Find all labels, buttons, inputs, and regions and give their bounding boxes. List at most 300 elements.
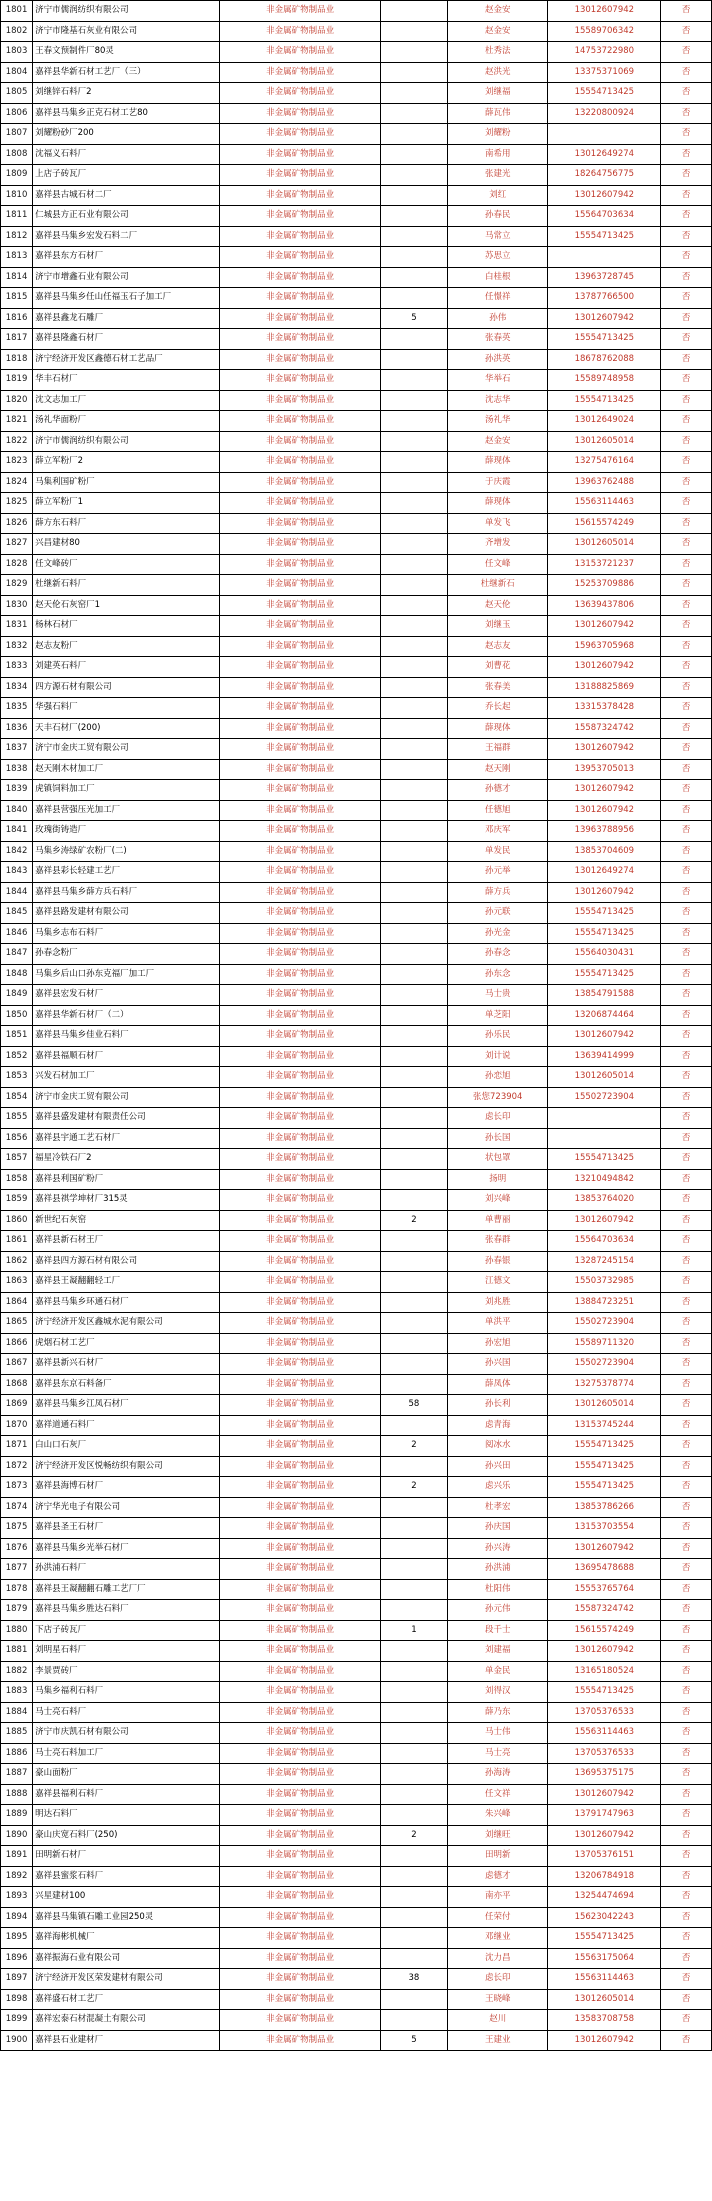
company-name[interactable]: 天丰石材厂(200) xyxy=(33,718,220,739)
status-flag[interactable]: 否 xyxy=(661,554,712,575)
contact-phone[interactable]: 13012607942 xyxy=(548,780,661,801)
industry-category[interactable]: 非金属矿物制品业 xyxy=(220,1456,380,1477)
company-name[interactable]: 济宁市隆基石灰业有限公司 xyxy=(33,21,220,42)
table-row[interactable] xyxy=(1,103,712,124)
contact-person[interactable]: 沈力昌 xyxy=(448,1948,548,1969)
industry-category[interactable]: 非金属矿物制品业 xyxy=(220,1661,380,1682)
status-flag[interactable]: 否 xyxy=(661,1948,712,1969)
contact-phone[interactable]: 13275378774 xyxy=(548,1374,661,1395)
contact-phone[interactable]: 13012607942 xyxy=(548,1784,661,1805)
industry-category[interactable]: 非金属矿物制品业 xyxy=(220,1989,380,2010)
company-name[interactable]: 嘉祥县王凝翻翻轻工厂 xyxy=(33,1272,220,1293)
contact-person[interactable]: 张建光 xyxy=(448,165,548,186)
row-index[interactable]: 1805 xyxy=(1,83,33,104)
contact-person[interactable]: 任德旭 xyxy=(448,800,548,821)
company-name[interactable]: 嘉祥县福顺石材厂 xyxy=(33,1046,220,1067)
table-row[interactable] xyxy=(1,1251,712,1272)
row-index[interactable]: 1857 xyxy=(1,1149,33,1170)
status-flag[interactable]: 否 xyxy=(661,144,712,165)
status-flag[interactable]: 否 xyxy=(661,1251,712,1272)
table-row[interactable] xyxy=(1,1046,712,1067)
contact-person[interactable]: 扬明 xyxy=(448,1169,548,1190)
company-name[interactable]: 嘉祥县新石材王厂 xyxy=(33,1231,220,1252)
table-row[interactable] xyxy=(1,1395,712,1416)
company-name[interactable]: 杜继新石料厂 xyxy=(33,575,220,596)
count-value[interactable]: 2 xyxy=(380,1210,447,1231)
row-index[interactable]: 1830 xyxy=(1,595,33,616)
company-name[interactable]: 嘉祥县马集乡宏发石料二厂 xyxy=(33,226,220,247)
contact-phone[interactable]: 13854791588 xyxy=(548,985,661,1006)
status-flag[interactable]: 否 xyxy=(661,431,712,452)
row-index[interactable]: 1833 xyxy=(1,657,33,678)
contact-phone[interactable]: 13705376151 xyxy=(548,1846,661,1867)
industry-category[interactable]: 非金属矿物制品业 xyxy=(220,657,380,678)
contact-person[interactable]: 赵金安 xyxy=(448,431,548,452)
company-name[interactable]: 嘉祥县宏发石材厂 xyxy=(33,985,220,1006)
count-value[interactable] xyxy=(380,657,447,678)
table-row[interactable] xyxy=(1,1026,712,1047)
status-flag[interactable]: 否 xyxy=(661,1928,712,1949)
table-row[interactable] xyxy=(1,862,712,883)
status-flag[interactable]: 否 xyxy=(661,923,712,944)
industry-category[interactable]: 非金属矿物制品业 xyxy=(220,800,380,821)
industry-category[interactable]: 非金属矿物制品业 xyxy=(220,144,380,165)
contact-phone[interactable]: 15554713425 xyxy=(548,83,661,104)
company-name[interactable]: 嘉祥县宇通工艺石材厂 xyxy=(33,1128,220,1149)
count-value[interactable] xyxy=(380,329,447,350)
contact-phone[interactable]: 15589706342 xyxy=(548,21,661,42)
status-flag[interactable]: 否 xyxy=(661,513,712,534)
contact-phone[interactable]: 14753722980 xyxy=(548,42,661,63)
count-value[interactable] xyxy=(380,124,447,145)
count-value[interactable] xyxy=(380,595,447,616)
table-row[interactable] xyxy=(1,677,712,698)
table-row[interactable] xyxy=(1,226,712,247)
table-row[interactable] xyxy=(1,1108,712,1129)
industry-category[interactable]: 非金属矿物制品业 xyxy=(220,1641,380,1662)
contact-phone[interactable]: 15554713425 xyxy=(548,964,661,985)
industry-category[interactable]: 非金属矿物制品业 xyxy=(220,1210,380,1231)
count-value[interactable] xyxy=(380,144,447,165)
table-row[interactable] xyxy=(1,1846,712,1867)
count-value[interactable] xyxy=(380,349,447,370)
contact-person[interactable]: 张春美 xyxy=(448,677,548,698)
contact-person[interactable]: 赵金安 xyxy=(448,21,548,42)
contact-phone[interactable]: 13853704609 xyxy=(548,841,661,862)
contact-person[interactable]: 孙春念 xyxy=(448,944,548,965)
table-row[interactable] xyxy=(1,923,712,944)
status-flag[interactable]: 否 xyxy=(661,882,712,903)
status-flag[interactable]: 否 xyxy=(661,1477,712,1498)
industry-category[interactable]: 非金属矿物制品业 xyxy=(220,226,380,247)
contact-phone[interactable]: 15554713425 xyxy=(548,1477,661,1498)
industry-category[interactable]: 非金属矿物制品业 xyxy=(220,1067,380,1088)
company-name[interactable]: 田明新石材厂 xyxy=(33,1846,220,1867)
count-value[interactable] xyxy=(380,1497,447,1518)
contact-person[interactable]: 张春群 xyxy=(448,1231,548,1252)
company-name[interactable]: 新世纪石灰窑 xyxy=(33,1210,220,1231)
status-flag[interactable]: 否 xyxy=(661,288,712,309)
count-value[interactable] xyxy=(380,2010,447,2031)
count-value[interactable] xyxy=(380,165,447,186)
contact-person[interactable]: 沈志华 xyxy=(448,390,548,411)
row-index[interactable]: 1842 xyxy=(1,841,33,862)
count-value[interactable] xyxy=(380,1354,447,1375)
count-value[interactable] xyxy=(380,1579,447,1600)
industry-category[interactable]: 非金属矿物制品业 xyxy=(220,431,380,452)
row-index[interactable]: 1890 xyxy=(1,1825,33,1846)
count-value[interactable] xyxy=(380,185,447,206)
contact-phone[interactable]: 15554713425 xyxy=(548,1456,661,1477)
industry-category[interactable]: 非金属矿物制品业 xyxy=(220,1538,380,1559)
count-value[interactable] xyxy=(380,206,447,227)
contact-phone[interactable]: 13853786266 xyxy=(548,1497,661,1518)
company-name[interactable]: 嘉祥县圣王石材厂 xyxy=(33,1518,220,1539)
contact-phone[interactable]: 13705376533 xyxy=(548,1743,661,1764)
contact-phone[interactable]: 18264756775 xyxy=(548,165,661,186)
industry-category[interactable]: 非金属矿物制品业 xyxy=(220,1497,380,1518)
company-name[interactable]: 明达石料厂 xyxy=(33,1805,220,1826)
status-flag[interactable]: 否 xyxy=(661,636,712,657)
count-value[interactable] xyxy=(380,1784,447,1805)
company-name[interactable]: 嘉祥县隆鑫石材厂 xyxy=(33,329,220,350)
row-index[interactable]: 1898 xyxy=(1,1989,33,2010)
count-value[interactable] xyxy=(380,1251,447,1272)
company-name[interactable]: 嘉祥盛石材工艺厂 xyxy=(33,1989,220,2010)
contact-phone[interactable]: 13963728745 xyxy=(548,267,661,288)
industry-category[interactable]: 非金属矿物制品业 xyxy=(220,862,380,883)
company-name[interactable]: 嘉祥县东方石材厂 xyxy=(33,247,220,268)
row-index[interactable]: 1810 xyxy=(1,185,33,206)
contact-phone[interactable]: 13791747963 xyxy=(548,1805,661,1826)
status-flag[interactable]: 否 xyxy=(661,1313,712,1334)
row-index[interactable]: 1899 xyxy=(1,2010,33,2031)
industry-category[interactable]: 非金属矿物制品业 xyxy=(220,1436,380,1457)
row-index[interactable]: 1870 xyxy=(1,1415,33,1436)
contact-phone[interactable]: 15563114463 xyxy=(548,1723,661,1744)
status-flag[interactable]: 否 xyxy=(661,1887,712,1908)
industry-category[interactable]: 非金属矿物制品业 xyxy=(220,513,380,534)
industry-category[interactable]: 非金属矿物制品业 xyxy=(220,1415,380,1436)
company-name[interactable]: 马士亮石料厂 xyxy=(33,1702,220,1723)
contact-phone[interactable]: 13287245154 xyxy=(548,1251,661,1272)
row-index[interactable]: 1859 xyxy=(1,1190,33,1211)
industry-category[interactable]: 非金属矿物制品业 xyxy=(220,1907,380,1928)
row-index[interactable]: 1886 xyxy=(1,1743,33,1764)
status-flag[interactable]: 否 xyxy=(661,185,712,206)
contact-person[interactable]: 刘继福 xyxy=(448,83,548,104)
industry-category[interactable]: 非金属矿物制品业 xyxy=(220,1743,380,1764)
contact-phone[interactable]: 13012649024 xyxy=(548,411,661,432)
industry-category[interactable]: 非金属矿物制品业 xyxy=(220,1,380,22)
contact-person[interactable]: 阅冰水 xyxy=(448,1436,548,1457)
contact-phone[interactable]: 15587324742 xyxy=(548,1600,661,1621)
table-row[interactable] xyxy=(1,308,712,329)
status-flag[interactable]: 否 xyxy=(661,165,712,186)
contact-phone[interactable]: 13012607942 xyxy=(548,2030,661,2051)
industry-category[interactable]: 非金属矿物制品业 xyxy=(220,185,380,206)
row-index[interactable]: 1839 xyxy=(1,780,33,801)
status-flag[interactable]: 否 xyxy=(661,267,712,288)
contact-phone[interactable]: 13275476164 xyxy=(548,452,661,473)
row-index[interactable]: 1848 xyxy=(1,964,33,985)
industry-category[interactable]: 非金属矿物制品业 xyxy=(220,780,380,801)
industry-category[interactable]: 非金属矿物制品业 xyxy=(220,1559,380,1580)
industry-category[interactable]: 非金属矿物制品业 xyxy=(220,1887,380,1908)
table-row[interactable] xyxy=(1,452,712,473)
industry-category[interactable]: 非金属矿物制品业 xyxy=(220,534,380,555)
count-value[interactable] xyxy=(380,1333,447,1354)
row-index[interactable]: 1820 xyxy=(1,390,33,411)
row-index[interactable]: 1881 xyxy=(1,1641,33,1662)
contact-person[interactable]: 孙洪英 xyxy=(448,349,548,370)
status-flag[interactable]: 否 xyxy=(661,21,712,42)
contact-person[interactable]: 邓继业 xyxy=(448,1928,548,1949)
contact-phone[interactable]: 13012607942 xyxy=(548,1825,661,1846)
table-row[interactable] xyxy=(1,1,712,22)
contact-person[interactable]: 单发飞 xyxy=(448,513,548,534)
count-value[interactable] xyxy=(380,1723,447,1744)
contact-phone[interactable]: 15502723904 xyxy=(548,1087,661,1108)
count-value[interactable] xyxy=(380,1190,447,1211)
industry-category[interactable]: 非金属矿物制品业 xyxy=(220,1518,380,1539)
industry-category[interactable]: 非金属矿物制品业 xyxy=(220,472,380,493)
industry-category[interactable]: 非金属矿物制品业 xyxy=(220,1866,380,1887)
count-value[interactable] xyxy=(380,636,447,657)
contact-person[interactable]: 孙洪浦 xyxy=(448,1559,548,1580)
row-index[interactable]: 1852 xyxy=(1,1046,33,1067)
industry-category[interactable]: 非金属矿物制品业 xyxy=(220,62,380,83)
contact-person[interactable]: 邓庆军 xyxy=(448,821,548,842)
contact-phone[interactable]: 15589748958 xyxy=(548,370,661,391)
company-name[interactable]: 沈福义石料厂 xyxy=(33,144,220,165)
status-flag[interactable]: 否 xyxy=(661,1190,712,1211)
contact-person[interactable]: 任文祥 xyxy=(448,1784,548,1805)
status-flag[interactable]: 否 xyxy=(661,1702,712,1723)
count-value[interactable] xyxy=(380,247,447,268)
status-flag[interactable]: 否 xyxy=(661,780,712,801)
contact-phone[interactable]: 13012607942 xyxy=(548,185,661,206)
contact-phone[interactable]: 13012605014 xyxy=(548,534,661,555)
row-index[interactable]: 1831 xyxy=(1,616,33,637)
industry-category[interactable]: 非金属矿物制品业 xyxy=(220,349,380,370)
row-index[interactable]: 1821 xyxy=(1,411,33,432)
row-index[interactable]: 1815 xyxy=(1,288,33,309)
table-row[interactable] xyxy=(1,206,712,227)
industry-category[interactable]: 非金属矿物制品业 xyxy=(220,575,380,596)
contact-person[interactable]: 赵金安 xyxy=(448,1,548,22)
count-value[interactable] xyxy=(380,1928,447,1949)
contact-phone[interactable]: 15564703634 xyxy=(548,206,661,227)
status-flag[interactable]: 否 xyxy=(661,1374,712,1395)
company-name[interactable]: 嘉祥县马集乡薛方兵石料厂 xyxy=(33,882,220,903)
company-name[interactable]: 嘉祥县马集乡正克石材工艺80 xyxy=(33,103,220,124)
status-flag[interactable]: 否 xyxy=(661,616,712,637)
industry-category[interactable]: 非金属矿物制品业 xyxy=(220,1231,380,1252)
contact-person[interactable]: 王福群 xyxy=(448,739,548,760)
status-flag[interactable]: 否 xyxy=(661,226,712,247)
row-index[interactable]: 1883 xyxy=(1,1682,33,1703)
table-row[interactable] xyxy=(1,759,712,780)
industry-category[interactable]: 非金属矿物制品业 xyxy=(220,1969,380,1990)
contact-person[interactable]: 杜孝宏 xyxy=(448,1497,548,1518)
contact-phone[interactable]: 15554713425 xyxy=(548,923,661,944)
contact-person[interactable]: 马常立 xyxy=(448,226,548,247)
status-flag[interactable]: 否 xyxy=(661,1087,712,1108)
table-row[interactable] xyxy=(1,493,712,514)
industry-category[interactable]: 非金属矿物制品业 xyxy=(220,1600,380,1621)
company-name[interactable]: 马集乡福利石料厂 xyxy=(33,1682,220,1703)
status-flag[interactable]: 否 xyxy=(661,677,712,698)
row-index[interactable]: 1874 xyxy=(1,1497,33,1518)
table-row[interactable] xyxy=(1,165,712,186)
contact-person[interactable]: 孙恋旭 xyxy=(448,1067,548,1088)
row-index[interactable]: 1893 xyxy=(1,1887,33,1908)
contact-phone[interactable]: 13012605014 xyxy=(548,431,661,452)
row-index[interactable]: 1827 xyxy=(1,534,33,555)
row-index[interactable]: 1854 xyxy=(1,1087,33,1108)
industry-category[interactable]: 非金属矿物制品业 xyxy=(220,1682,380,1703)
count-value[interactable] xyxy=(380,288,447,309)
contact-person[interactable]: 任荣付 xyxy=(448,1907,548,1928)
company-name[interactable]: 嘉祥县四方源石材有限公司 xyxy=(33,1251,220,1272)
status-flag[interactable]: 否 xyxy=(661,1333,712,1354)
contact-person[interactable]: 单曹丽 xyxy=(448,1210,548,1231)
industry-category[interactable]: 非金属矿物制品业 xyxy=(220,903,380,924)
count-value[interactable] xyxy=(380,718,447,739)
table-row[interactable] xyxy=(1,124,712,145)
table-row[interactable] xyxy=(1,513,712,534)
table-row[interactable] xyxy=(1,636,712,657)
industry-category[interactable]: 非金属矿物制品业 xyxy=(220,616,380,637)
company-name[interactable]: 薛方东石料厂 xyxy=(33,513,220,534)
row-index[interactable]: 1835 xyxy=(1,698,33,719)
table-row[interactable] xyxy=(1,985,712,1006)
table-row[interactable] xyxy=(1,1620,712,1641)
row-index[interactable]: 1828 xyxy=(1,554,33,575)
status-flag[interactable]: 否 xyxy=(661,1210,712,1231)
industry-category[interactable]: 非金属矿物制品业 xyxy=(220,944,380,965)
table-row[interactable] xyxy=(1,1210,712,1231)
company-name[interactable]: 刘建英石料厂 xyxy=(33,657,220,678)
status-flag[interactable]: 否 xyxy=(661,1354,712,1375)
contact-person[interactable]: 赵川 xyxy=(448,2010,548,2031)
status-flag[interactable]: 否 xyxy=(661,2030,712,2051)
table-row[interactable] xyxy=(1,1887,712,1908)
company-name[interactable]: 嘉祥振海石业有限公司 xyxy=(33,1948,220,1969)
table-row[interactable] xyxy=(1,21,712,42)
company-name[interactable]: 嘉祥县马集乡江凤石材厂 xyxy=(33,1395,220,1416)
table-row[interactable] xyxy=(1,2030,712,2051)
count-value[interactable] xyxy=(380,903,447,924)
contact-person[interactable]: 虑兴乐 xyxy=(448,1477,548,1498)
count-value[interactable] xyxy=(380,1108,447,1129)
count-value[interactable]: 58 xyxy=(380,1395,447,1416)
industry-category[interactable]: 非金属矿物制品业 xyxy=(220,841,380,862)
industry-category[interactable]: 非金属矿物制品业 xyxy=(220,821,380,842)
contact-person[interactable]: 刘继旺 xyxy=(448,1825,548,1846)
status-flag[interactable]: 否 xyxy=(661,1846,712,1867)
count-value[interactable] xyxy=(380,739,447,760)
industry-category[interactable]: 非金属矿物制品业 xyxy=(220,1108,380,1129)
count-value[interactable] xyxy=(380,62,447,83)
industry-category[interactable]: 非金属矿物制品业 xyxy=(220,1128,380,1149)
count-value[interactable] xyxy=(380,1661,447,1682)
status-flag[interactable]: 否 xyxy=(661,1415,712,1436)
row-index[interactable]: 1895 xyxy=(1,1928,33,1949)
count-value[interactable]: 2 xyxy=(380,1436,447,1457)
row-index[interactable]: 1804 xyxy=(1,62,33,83)
company-name[interactable]: 马集乡涛绿矿农粉厂(二) xyxy=(33,841,220,862)
count-value[interactable] xyxy=(380,452,447,473)
contact-person[interactable]: 刘兴峰 xyxy=(448,1190,548,1211)
company-name[interactable]: 嘉祥县东京石料备厂 xyxy=(33,1374,220,1395)
table-row[interactable] xyxy=(1,1190,712,1211)
table-row[interactable] xyxy=(1,1989,712,2010)
row-index[interactable]: 1811 xyxy=(1,206,33,227)
company-name[interactable]: 薛立军粉厂1 xyxy=(33,493,220,514)
row-index[interactable]: 1858 xyxy=(1,1169,33,1190)
contact-phone[interactable]: 15589711320 xyxy=(548,1333,661,1354)
row-index[interactable]: 1887 xyxy=(1,1764,33,1785)
contact-phone[interactable]: 13884723251 xyxy=(548,1292,661,1313)
count-value[interactable] xyxy=(380,944,447,965)
table-row[interactable] xyxy=(1,329,712,350)
contact-person[interactable]: 马士伟 xyxy=(448,1723,548,1744)
count-value[interactable] xyxy=(380,698,447,719)
contact-person[interactable]: 张春英 xyxy=(448,329,548,350)
company-name[interactable]: 孙洪浦石料厂 xyxy=(33,1559,220,1580)
industry-category[interactable]: 非金属矿物制品业 xyxy=(220,493,380,514)
count-value[interactable] xyxy=(380,841,447,862)
industry-category[interactable]: 非金属矿物制品业 xyxy=(220,595,380,616)
contact-person[interactable]: 单发民 xyxy=(448,841,548,862)
status-flag[interactable]: 否 xyxy=(661,657,712,678)
company-name[interactable]: 豪山庆宽石料厂(250) xyxy=(33,1825,220,1846)
company-name[interactable]: 华丰石材厂 xyxy=(33,370,220,391)
count-value[interactable] xyxy=(380,862,447,883)
status-flag[interactable]: 否 xyxy=(661,1579,712,1600)
count-value[interactable] xyxy=(380,1128,447,1149)
contact-person[interactable]: 单金民 xyxy=(448,1661,548,1682)
count-value[interactable] xyxy=(380,575,447,596)
industry-category[interactable]: 非金属矿物制品业 xyxy=(220,103,380,124)
row-index[interactable]: 1851 xyxy=(1,1026,33,1047)
count-value[interactable] xyxy=(380,1415,447,1436)
contact-person[interactable]: 苏思立 xyxy=(448,247,548,268)
status-flag[interactable]: 否 xyxy=(661,1067,712,1088)
industry-category[interactable]: 非金属矿物制品业 xyxy=(220,1928,380,1949)
status-flag[interactable]: 否 xyxy=(661,1620,712,1641)
count-value[interactable] xyxy=(380,1682,447,1703)
status-flag[interactable]: 否 xyxy=(661,1559,712,1580)
company-name[interactable]: 赵天刚木材加工厂 xyxy=(33,759,220,780)
status-flag[interactable]: 否 xyxy=(661,1784,712,1805)
row-index[interactable]: 1873 xyxy=(1,1477,33,1498)
status-flag[interactable]: 否 xyxy=(661,1,712,22)
industry-category[interactable]: 非金属矿物制品业 xyxy=(220,1313,380,1334)
row-index[interactable]: 1885 xyxy=(1,1723,33,1744)
table-row[interactable] xyxy=(1,534,712,555)
row-index[interactable]: 1841 xyxy=(1,821,33,842)
contact-phone[interactable] xyxy=(548,124,661,145)
contact-phone[interactable]: 13012607942 xyxy=(548,1538,661,1559)
company-name[interactable]: 嘉祥县马集乡佳业石料厂 xyxy=(33,1026,220,1047)
industry-category[interactable]: 非金属矿物制品业 xyxy=(220,554,380,575)
company-name[interactable]: 济宁市金庆工贸有限公司 xyxy=(33,1087,220,1108)
industry-category[interactable]: 非金属矿物制品业 xyxy=(220,390,380,411)
industry-category[interactable]: 非金属矿物制品业 xyxy=(220,882,380,903)
